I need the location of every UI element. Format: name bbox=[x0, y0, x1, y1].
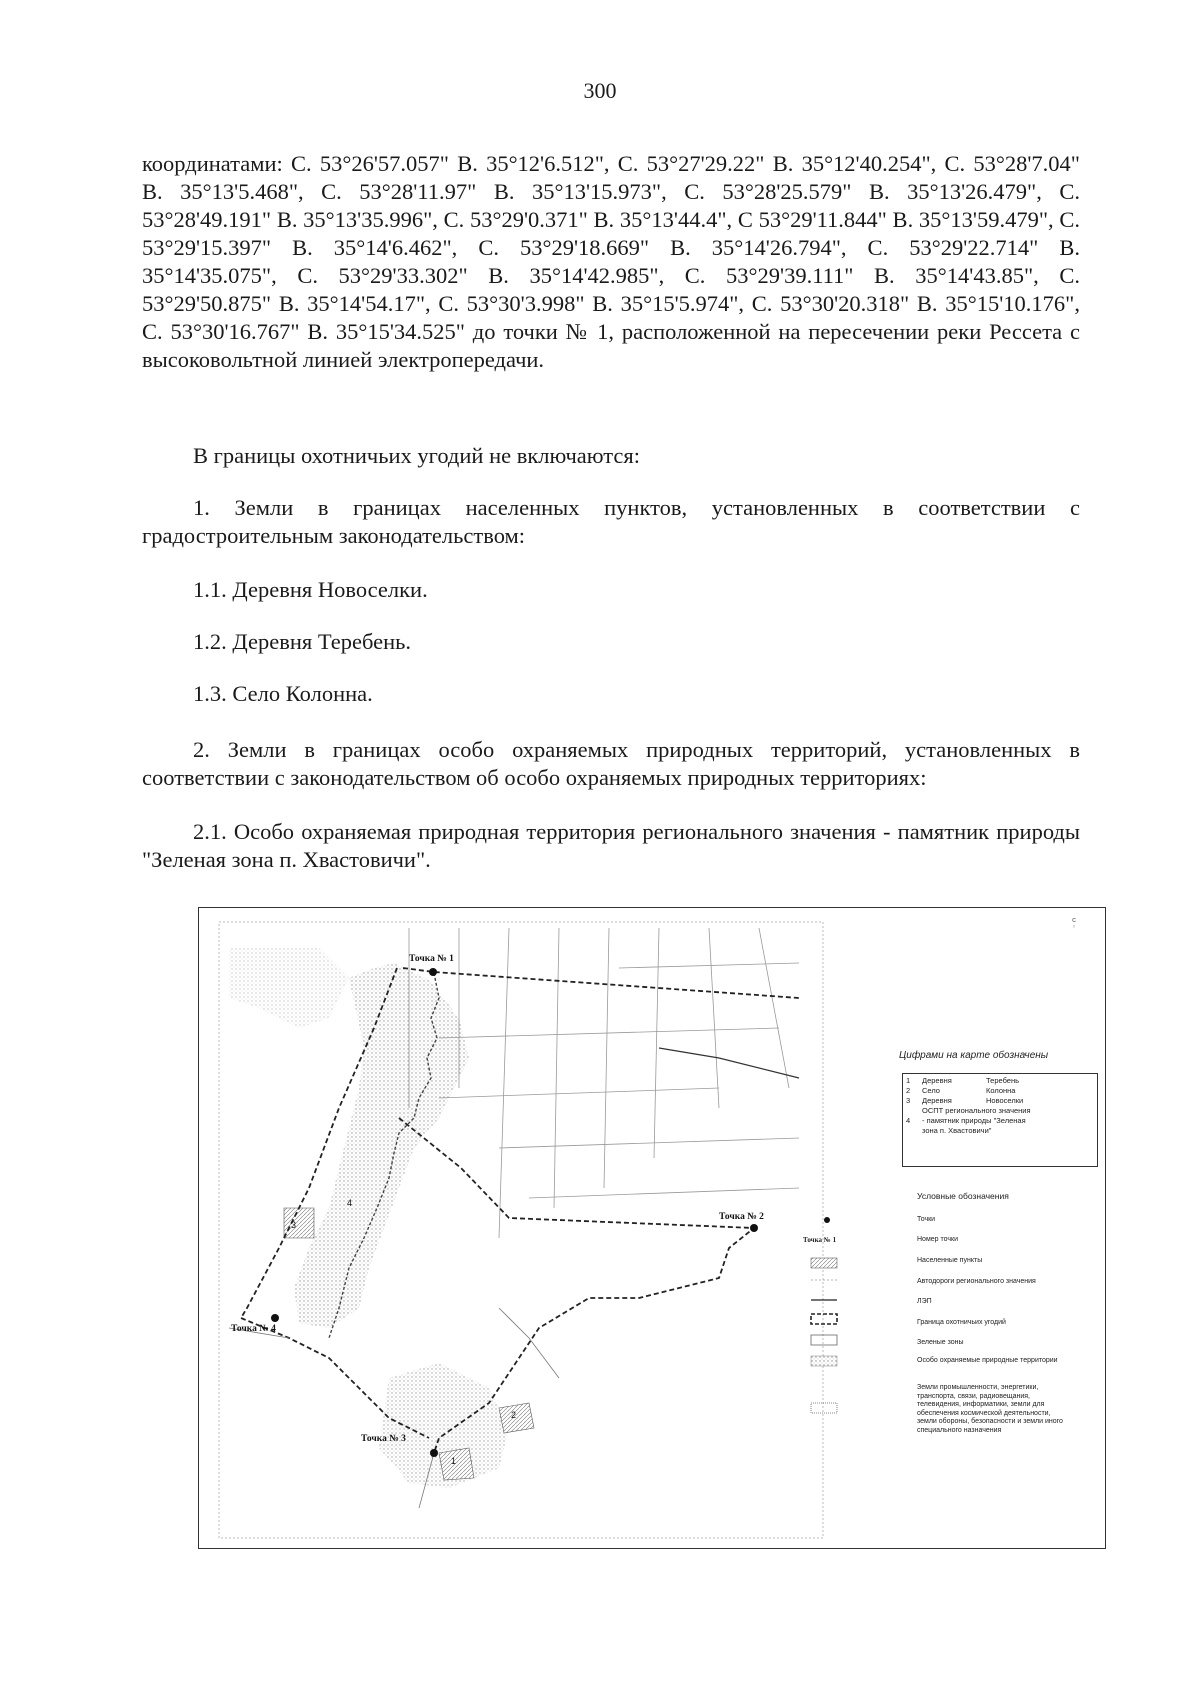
legend-symbols bbox=[811, 1217, 837, 1413]
legend-protected: Особо охраняемые природные территории bbox=[917, 1357, 1058, 1364]
map-number-2: 2 bbox=[511, 1410, 517, 1420]
point-2-marker bbox=[750, 1224, 758, 1232]
legend-green-zones: Зеленые зоны bbox=[917, 1339, 964, 1346]
point-3-label: Точка № 3 bbox=[361, 1434, 406, 1444]
settlement-1 bbox=[439, 1448, 474, 1480]
legend-numbers-box bbox=[902, 1073, 1098, 1167]
legend-industry: Земли промышленности, энергетики, транспорта, связи, радиовещания, телевидения, информатики, земли для обеспечения космической деятельности, земли обороны, безопасности и земли иного специального назначения bbox=[917, 1384, 1063, 1434]
map-figure bbox=[198, 907, 1106, 1549]
page-number: 300 bbox=[583, 78, 617, 103]
settlement-2 bbox=[499, 1403, 534, 1433]
map-number-4: 4 bbox=[347, 1198, 353, 1208]
point-2-label: Точка № 2 bbox=[719, 1212, 764, 1222]
map-number-3: 3 bbox=[291, 1220, 297, 1230]
north-arrow bbox=[1059, 918, 1089, 962]
point-4-marker bbox=[271, 1314, 279, 1322]
north-label: С bbox=[1072, 918, 1076, 924]
item-1-3: 1.3. Село Колонна. bbox=[193, 681, 373, 706]
exclusion-intro: В границы охотничьих угодий не включаются: bbox=[193, 443, 640, 468]
legend-settlements: Населенные пункты bbox=[917, 1257, 983, 1264]
legend-row: 4 - памятник природы "Зеленая bbox=[906, 1116, 1026, 1125]
north-arrow-icon: ↑ bbox=[1072, 924, 1076, 930]
conventions-title: Условные обозначения bbox=[917, 1191, 1009, 1201]
green-zone-west bbox=[229, 948, 349, 1028]
point-4-label: Точка № 4 bbox=[231, 1324, 276, 1334]
legend-roads: Автодороги регионального значения bbox=[917, 1278, 1036, 1285]
power-line bbox=[659, 1048, 799, 1078]
legend-points: Точки bbox=[917, 1216, 936, 1223]
item-1: 1. Земли в границах населенных пунктов, установленных в соответствии с градостроительным законодательством: bbox=[142, 495, 1080, 548]
legend-row: зона п. Хвастовичи" bbox=[922, 1126, 992, 1135]
legend-power-line: ЛЭП bbox=[917, 1298, 932, 1305]
legend-row: 2 Село Колонна bbox=[906, 1086, 1016, 1095]
legend-numbers-title: Цифрами на карте обозначены bbox=[899, 1050, 1049, 1061]
item-2-1: 2.1. Особо охраняемая природная территория регионального значения - памятник природы "Зеленая зона п. Хвастовичи". bbox=[142, 819, 1080, 872]
settlement-3 bbox=[284, 1208, 314, 1238]
coordinates-paragraph: координатами: С. 53°26'57.057" В. 35°12'6.512", С. 53°27'29.22" В. 35°12'40.254", С. 53°28'7.04" В. 35°13'5.468", С. 53°28'11.97" В. 35°13'15.973", С. 53°28'25.579" В. 35°13'26.479", С. 53°28'49.191" В. 35°13'35.996", С. 53°29'0.371" В. 35°13'44.4", С 53°29'11.844" В. 35°13'59.479", С. 53°29'15.397" В. 35°14'6.462", С. 53°29'18.669" В. 35°14'26.794", С. 53°29'22.714" В. 35°14'35.075", С. 53°29'33.302" В. 35°14'42.985", С. 53°29'39.111" В. 35°14'43.85", С. 53°29'50.875" В. 35°14'54.17", С. 53°30'3.998" В. 35°15'5.974", С. 53°30'20.318" В. 35°15'10.176", С. 53°30'16.767" В. 35°15'34.525" до точки № 1, расположенной на пересечении реки Рессета с высоковольтной линией электропередачи. bbox=[142, 151, 1080, 372]
item-1-1: 1.1. Деревня Новоселки. bbox=[193, 577, 428, 602]
map-number-1: 1 bbox=[451, 1456, 457, 1466]
legend-point-number: Точка № 1 Номер точки bbox=[803, 1236, 958, 1244]
item-1-2: 1.2. Деревня Теребень. bbox=[193, 629, 412, 654]
item-2: 2. Земли в границах особо охраняемых природных территорий, установленных в соответствии с законодательством об особо охраняемых природных территориях: bbox=[142, 737, 1080, 790]
point-1-marker bbox=[429, 968, 437, 976]
point-3-marker bbox=[430, 1449, 438, 1457]
legend-hunting-boundary: Граница охотничьих угодий bbox=[917, 1319, 1006, 1326]
legend-row: ОСПТ регионального значения bbox=[922, 1106, 1031, 1115]
point-1-label: Точка № 1 bbox=[409, 954, 454, 964]
legend-row: 3 Деревня Новоселки bbox=[906, 1096, 1024, 1105]
legend-row: 1 Деревня Теребень bbox=[906, 1076, 1020, 1085]
